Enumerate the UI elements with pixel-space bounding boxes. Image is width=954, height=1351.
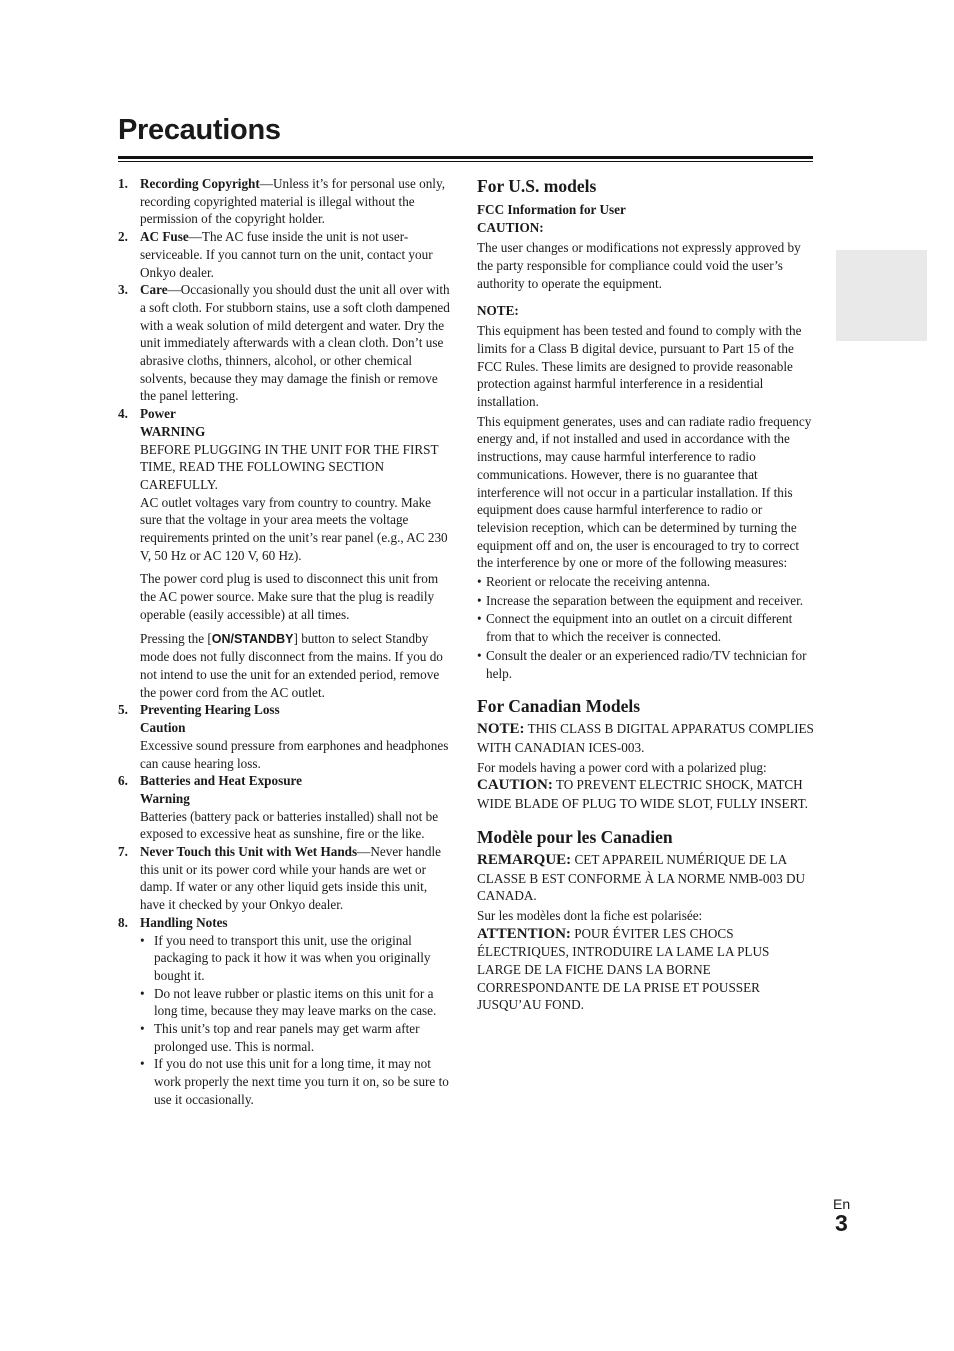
- canada-note: [477, 720, 815, 756]
- item-text: —Occasionally you should dust the unit all over with a soft cloth. For stubborn stains, use a soft cloth dampened with a weak solution of mild detergent and water. Dry the unit immediately afterwards with a clean cloth. Don’t use abrasive cloths, thinners, alcohol, or other chemical solvents, because they may damage the finish or remove the panel lettering.: [140, 282, 450, 404]
- page-title: Precautions: [118, 114, 281, 146]
- item-text: —Never handle this unit or its power cord while your hands are wet or damp. If water or any other liquid gets inside this unit, have it checked by your Onkyo dealer.: [140, 844, 442, 913]
- precaution-item-handling-notes: [118, 914, 454, 1109]
- precaution-item-power: [118, 405, 454, 701]
- canada-caution-label: CAUTION:: [477, 777, 553, 794]
- item-title: Batteries and Heat Exposure: [140, 773, 303, 789]
- attention-label: ATTENTION:: [477, 925, 571, 942]
- canada-caution: [477, 776, 815, 812]
- item-text: —The AC fuse inside the unit is not user-serviceable. If you cannot turn on the unit, contact your Onkyo dealer.: [140, 229, 433, 280]
- us-note-label: NOTE:: [477, 302, 519, 318]
- us-caution-text: The user changes or modifications not expressly approved by the party responsible for compliance could void the user’s authority to operate the equipment.: [477, 240, 801, 291]
- voltage-paragraph: AC outlet voltages vary from country to country. Make sure that the voltage in your area meets the voltage requirements printed on the unit’s rear panel (e.g., AC 230 V, 50 Hz or AC 120 V, 60 Hz).: [140, 494, 448, 563]
- item-title: AC Fuse: [140, 229, 189, 245]
- standby-paragraph: [140, 630, 454, 702]
- list-item: • If you do not use this unit for a long time, it may not work properly the next time you turn it on, so be sure to use it occasionally.: [140, 1055, 454, 1108]
- canada-fr-plug-text: Sur les modèles dont la fiche est polarisée:: [477, 907, 703, 923]
- list-item: • Consult the dealer or an experienced radio/TV technician for help.: [477, 647, 815, 682]
- page-number: 3: [835, 1210, 848, 1236]
- power-cord-paragraph: The power cord plug is used to disconnect this unit from the AC power source. Make sure that the plug is readily operable (easily accessible) at all times.: [140, 571, 439, 622]
- on-standby-button-label: ON/STANDBY: [211, 631, 294, 646]
- list-item: • Increase the separation between the equipment and receiver.: [477, 592, 815, 610]
- precaution-item-ac-fuse: [118, 228, 454, 281]
- left-column: [118, 175, 454, 1109]
- fcc-info-label: FCC Information for User: [477, 202, 626, 217]
- us-caution-label: CAUTION:: [477, 219, 544, 235]
- item-number: 1.: [118, 176, 128, 191]
- item-number: 5.: [118, 702, 128, 718]
- list-item: • Reorient or relocate the receiving antenna.: [477, 573, 815, 591]
- warning-label: WARNING: [140, 423, 206, 439]
- attention-text: POUR ÉVITER LES CHOCS ÉLECTRIQUES, INTRODUIRE LA LAME LA PLUS LARGE DE LA FICHE DANS LA BORNE CORRESPONDANTE DE LA PRISE ET POUSSER JUSQU’AU FOND.: [477, 925, 770, 1013]
- precaution-item-batteries: [118, 772, 454, 843]
- item-number: 6.: [118, 773, 128, 789]
- item-number: 8.: [118, 914, 128, 930]
- list-item: • Do not leave rubber or plastic items on this unit for a long time, because they may leave marks on the case.: [140, 985, 454, 1020]
- item-title: Power: [140, 406, 176, 422]
- title-rule-thick: [118, 156, 813, 159]
- item-title: Recording Copyright: [140, 176, 260, 191]
- item-number: 3.: [118, 282, 128, 298]
- canada-note-label: NOTE:: [477, 721, 525, 738]
- remarque-text: CET APPAREIL NUMÉRIQUE DE LA CLASSE B EST CONFORME À LA NORME NMB-003 DU CANADA.: [477, 851, 806, 904]
- canada-caution-text: TO PREVENT ELECTRIC SHOCK, MATCH WIDE BLADE OF PLUG TO WIDE SLOT, FULLY INSERT.: [477, 777, 808, 812]
- canada-fr-attention: [477, 925, 815, 1015]
- right-column: [477, 175, 815, 1014]
- caution-label: Caution: [140, 720, 186, 736]
- list-item: • If you need to transport this unit, use the original packaging to pack it how it was when you originally bought it.: [140, 932, 454, 985]
- page-language-label: En: [833, 1196, 851, 1212]
- item-text: Excessive sound pressure from earphones and headphones can cause hearing loss.: [140, 737, 449, 771]
- remarque-label: REMARQUE:: [477, 851, 572, 868]
- handling-notes-list: [140, 932, 454, 1109]
- canada-fr-remarque: [477, 851, 815, 905]
- standby-text-pre: Pressing the [: [140, 630, 212, 646]
- list-item: • Connect the equipment into an outlet on a circuit different from that to which the receiver is connected.: [477, 610, 815, 645]
- canada-plug-text: For models having a power cord with a polarized plug:: [477, 759, 767, 775]
- item-title: Preventing Hearing Loss: [140, 702, 280, 718]
- item-title: Care: [140, 282, 168, 298]
- us-models-heading: For U.S. models: [477, 176, 597, 196]
- us-note-paragraph-1: This equipment has been tested and found to comply with the limits for a Class B digital device, pursuant to Part 15 of the FCC Rules. These limits are designed to provide reasonable protection against harmful interference in a residential installation.: [477, 323, 802, 410]
- precaution-item-care: [118, 281, 454, 405]
- section-side-tab: [836, 250, 927, 341]
- interference-measures-list: [477, 573, 815, 682]
- precaution-item-hearing-loss: [118, 701, 454, 772]
- us-note-paragraph-2: This equipment generates, uses and can radiate radio frequency energy and, if not installed and used in accordance with the instructions, may cause harmful interference to radio communications. However, there is no guarantee that interference will not occur in a particular installation. If this equipment does cause harmful interference to radio or television reception, which can be determined by turning the equipment off and on, the user is encouraged to try to correct the interference by one or more of the following measures:: [477, 413, 812, 571]
- item-number: 4.: [118, 406, 128, 422]
- precaution-item-recording-copyright: [118, 175, 454, 228]
- canadian-models-fr-heading: Modèle pour les Canadien: [477, 826, 673, 847]
- warning-label: Warning: [140, 790, 190, 806]
- item-number: 2.: [118, 229, 128, 245]
- item-title: Handling Notes: [140, 914, 228, 930]
- item-text: Batteries (battery pack or batteries installed) shall not be exposed to excessive heat as sunshine, fire or the like.: [140, 808, 439, 842]
- canada-note-text: THIS CLASS B DIGITAL APPARATUS COMPLIES WITH CANADIAN ICES-003.: [477, 721, 814, 755]
- item-title: Never Touch this Unit with Wet Hands: [140, 844, 358, 860]
- standby-text-post: ] button to select Standby mode does not fully disconnect from the mains. If you do not intend to use the unit for an extended period, remove the power cord from the AC outlet.: [140, 630, 443, 700]
- item-text: —Unless it’s for personal use only, recording copyrighted material is illegal without the permission of the copyright holder.: [140, 176, 446, 227]
- list-item: • This unit’s top and rear panels may get warm after prolonged use. This is normal.: [140, 1020, 454, 1055]
- precaution-item-wet-hands: [118, 843, 454, 914]
- canadian-models-heading: For Canadian Models: [477, 696, 641, 717]
- item-number: 7.: [118, 844, 128, 860]
- title-rule-thin: [118, 161, 813, 162]
- warning-caps-text: BEFORE PLUGGING IN THE UNIT FOR THE FIRST TIME, READ THE FOLLOWING SECTION CAREFULLY.: [140, 441, 439, 492]
